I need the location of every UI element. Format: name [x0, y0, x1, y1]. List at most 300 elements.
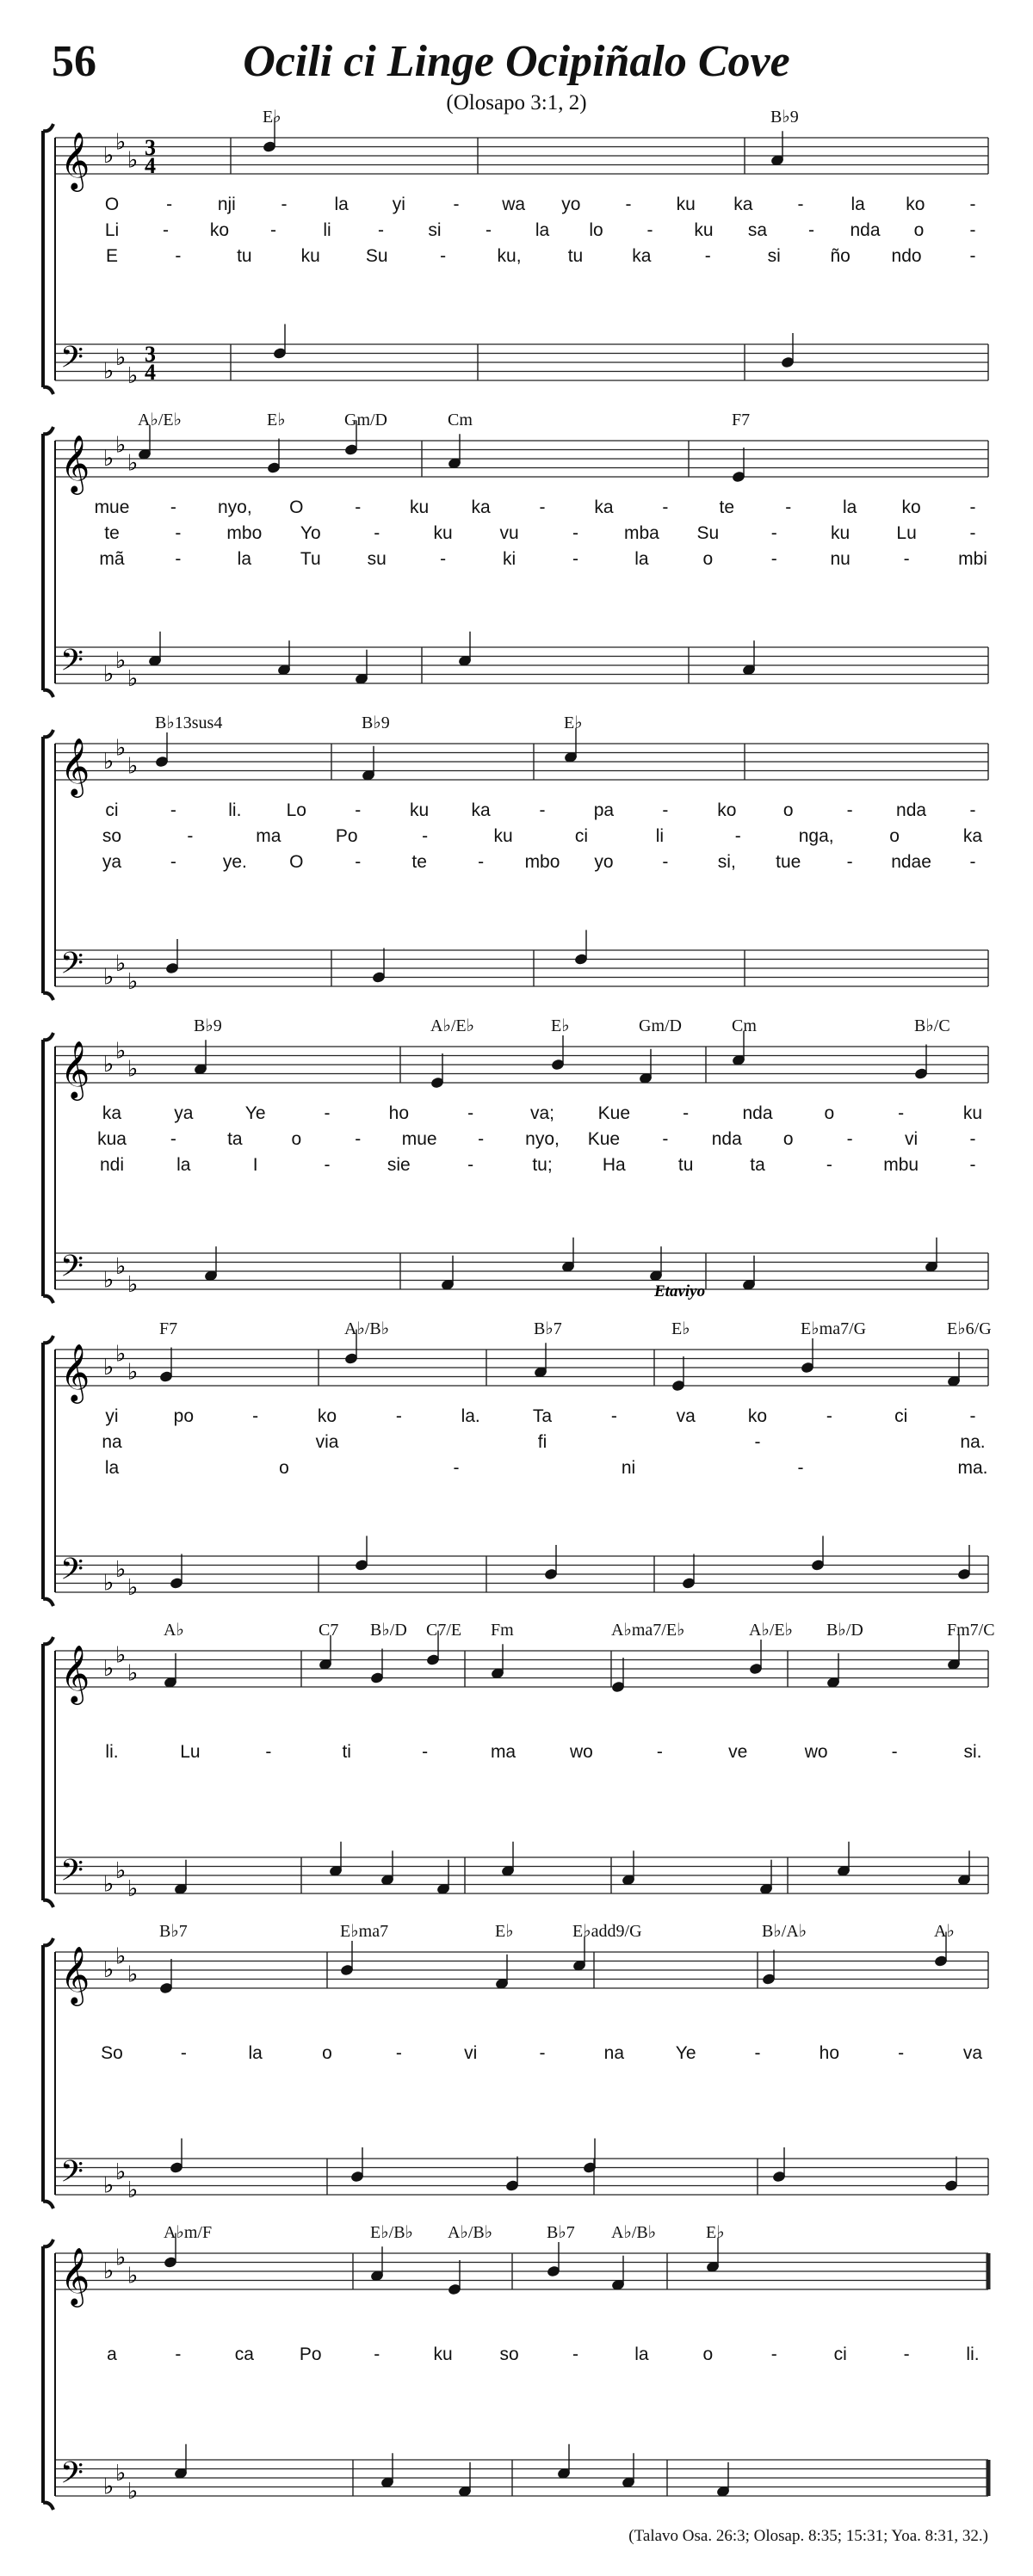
lyric-syllable: - [903, 549, 910, 569]
lyric-syllable: kua [97, 1129, 127, 1149]
lyric-syllable: - [969, 246, 976, 266]
lyric-syllable: - [846, 1129, 853, 1149]
lyric-syllable: ku [676, 195, 696, 214]
bass-clef: 𝄢 [60, 2457, 84, 2498]
lyric-syllable: ho [388, 1103, 410, 1123]
lyric-syllable: O [289, 497, 304, 517]
lyric-syllable: si [428, 220, 442, 240]
lyric-syllable: - [898, 2043, 905, 2063]
lyric-syllable: - [486, 220, 492, 240]
lyric-syllable: - [453, 195, 460, 214]
lyric-syllable: Lo [286, 800, 306, 820]
chord-symbol: E♭ [263, 108, 281, 127]
lyric-syllable: - [969, 497, 976, 517]
lyric-syllable: ya [102, 852, 122, 872]
lyric-syllable: nda [896, 800, 927, 820]
lyric-syllable: - [187, 826, 194, 846]
lyric-syllable: tu; [532, 1155, 553, 1175]
lyric-syllable: a [107, 2344, 117, 2364]
lyric-syllable: O [104, 195, 120, 214]
key-flat: ♭ [103, 1267, 114, 1293]
lyric-syllable: - [324, 1103, 331, 1123]
lyric-syllable: - [846, 852, 853, 872]
lyric-syllable: ci [105, 800, 119, 820]
tempo-mark: Etaviyo [654, 1282, 706, 1300]
lyric-syllable: so [102, 826, 122, 846]
key-flat: ♭ [127, 1961, 139, 1987]
chord-symbol: A♭ [934, 1922, 955, 1941]
lyric-syllable: ku [300, 246, 320, 266]
chord-symbol: A♭ma7/E♭ [611, 1621, 685, 1640]
lyric-syllable: tu [677, 1155, 694, 1175]
chord-symbol: B♭/D [370, 1621, 407, 1640]
system-8 [43, 2223, 988, 2510]
lyric-syllable: - [422, 826, 429, 846]
system-5 [43, 1282, 992, 1606]
chord-symbol: B♭9 [770, 108, 799, 127]
lyric-syllable: mbo [226, 523, 263, 543]
lyric-syllable: mba [623, 523, 659, 543]
lyric-syllable: ko [317, 1406, 337, 1426]
lyric-syllable: ku [410, 800, 430, 820]
lyric-syllable: - [355, 852, 362, 872]
lyric-syllable: tu [237, 246, 252, 266]
lyric-syllable: ye. [222, 852, 247, 872]
key-flat: ♭ [103, 661, 114, 687]
lyric-syllable: Lu [180, 1742, 201, 1762]
lyric-syllable: ka [594, 497, 614, 517]
chord-symbol: E♭add9/G [572, 1922, 642, 1941]
lyric-syllable: sie [387, 1155, 411, 1175]
lyric-syllable: ko [717, 800, 737, 820]
lyric-syllable: ma. [957, 1458, 988, 1478]
lyric-syllable: ku [962, 1103, 983, 1123]
key-flat: ♭ [127, 147, 139, 173]
chord-symbol: B♭9 [362, 713, 390, 732]
lyric-syllable: ka [102, 1103, 122, 1123]
lyric-syllable: - [467, 1155, 474, 1175]
lyric-syllable: - [785, 497, 792, 517]
lyric-syllable: - [826, 1406, 832, 1426]
lyric-syllable: yi [105, 1406, 119, 1426]
lyric-syllable: si. [963, 1742, 982, 1762]
key-flat: ♭ [127, 2177, 139, 2202]
lyric-syllable: Ta [532, 1406, 553, 1426]
lyric-syllable: mue [401, 1129, 437, 1149]
chord-symbol: A♭/B♭ [448, 2223, 493, 2242]
lyric-syllable: - [572, 549, 578, 569]
lyric-syllable: - [646, 220, 653, 240]
lyric-syllable: - [656, 1742, 663, 1762]
key-flat: ♭ [127, 1359, 139, 1385]
lyric-syllable: - [969, 852, 976, 872]
lyric-syllable: fi [537, 1432, 547, 1452]
lyric-syllable: ki [502, 549, 516, 569]
lyric-syllable: - [891, 1742, 898, 1762]
chord-symbol: E♭/B♭ [370, 2223, 413, 2242]
chord-symbol: B♭/C [914, 1016, 950, 1035]
lyric-syllable: - [170, 800, 176, 820]
time-signature: 4 [145, 360, 156, 385]
lyric-syllable: ma [256, 826, 281, 846]
lyric-syllable: ta [227, 1129, 243, 1149]
key-flat: ♭ [127, 362, 139, 388]
lyric-syllable: yo [594, 852, 614, 872]
lyric-syllable: - [969, 1129, 976, 1149]
chord-symbol: A♭/E♭ [430, 1016, 475, 1035]
key-flat: ♭ [115, 344, 127, 370]
lyric-syllable: nda [850, 220, 881, 240]
system-bracket [43, 1938, 53, 2208]
lyric-syllable: ma [490, 1742, 516, 1762]
lyric-syllable: ka [733, 195, 753, 214]
lyric-syllable: ho [819, 2043, 840, 2063]
lyric-syllable: nyo, [525, 1129, 560, 1149]
lyric-syllable: sa [747, 220, 768, 240]
treble-clef: 𝄞 [60, 1041, 90, 1097]
lyric-syllable: ka [962, 826, 983, 846]
lyric-syllable: ku [410, 497, 430, 517]
lyric-syllable: - [770, 2344, 777, 2364]
lyric-syllable: - [440, 549, 447, 569]
lyric-syllable: li [323, 220, 331, 240]
lyric-syllable: - [969, 523, 976, 543]
chord-symbol: B♭13sus4 [155, 713, 223, 732]
chord-symbol: F7 [159, 1319, 178, 1338]
key-flat: ♭ [103, 2172, 114, 2198]
lyric-syllable: Po [299, 2344, 322, 2364]
lyric-syllable: - [969, 1155, 976, 1175]
lyric-syllable: - [378, 220, 384, 240]
lyric-syllable: - [969, 195, 976, 214]
key-flat: ♭ [115, 647, 127, 673]
lyric-syllable: si [767, 246, 781, 266]
lyric-syllable: - [539, 497, 546, 517]
lyric-syllable: o [782, 800, 794, 820]
system-bracket [43, 730, 53, 1000]
chord-symbol: B♭9 [194, 1016, 222, 1035]
lyric-syllable: - [754, 2043, 761, 2063]
lyric-syllable: - [662, 1129, 669, 1149]
key-flat: ♭ [115, 129, 127, 155]
system-6 [43, 1621, 995, 1907]
lyric-syllable: - [175, 523, 182, 543]
lyric-syllable: Su [696, 523, 720, 543]
lyric-syllable: si, [717, 852, 736, 872]
lyric-syllable: va [962, 2043, 983, 2063]
lyric-syllable: o [782, 1129, 794, 1149]
key-flat: ♭ [127, 665, 139, 691]
lyric-syllable: - [395, 1406, 402, 1426]
lyric-syllable: te [104, 523, 120, 543]
lyric-syllable: ka [471, 800, 491, 820]
key-flat: ♭ [103, 143, 114, 168]
lyric-syllable: Ye [244, 1103, 266, 1123]
lyric-syllable: la [634, 549, 649, 569]
lyric-syllable: la [842, 497, 857, 517]
key-flat: ♭ [115, 1943, 127, 1969]
lyric-syllable: - [374, 2344, 380, 2364]
lyric-syllable: la [248, 2043, 263, 2063]
lyric-syllable: ka [471, 497, 491, 517]
lyric-syllable: ndo [891, 246, 922, 266]
lyric-syllable: ci [574, 826, 589, 846]
lyric-syllable: ndi [99, 1155, 125, 1175]
lyric-syllable: mbi [958, 549, 987, 569]
chord-symbol: Fm7/C [947, 1621, 995, 1640]
lyric-syllable: la. [461, 1406, 480, 1426]
lyric-syllable: - [797, 1458, 804, 1478]
key-flat: ♭ [127, 2478, 139, 2504]
lyric-syllable: li. [105, 1742, 119, 1762]
lyric-syllable: - [797, 195, 804, 214]
key-flat: ♭ [115, 1038, 127, 1064]
lyric-syllable: Ha [602, 1155, 626, 1175]
chord-symbol: B♭/D [826, 1621, 863, 1640]
lyric-syllable: - [395, 2043, 402, 2063]
lyric-syllable: - [770, 549, 777, 569]
chord-symbol: E♭ [564, 713, 583, 732]
chord-symbol: Cm [732, 1016, 757, 1035]
key-flat: ♭ [103, 1957, 114, 1982]
lyric-syllable: - [846, 800, 853, 820]
lyric-syllable: - [478, 852, 485, 872]
chord-symbol: Fm [491, 1621, 514, 1640]
lyric-syllable: li. [228, 800, 242, 820]
lyric-syllable: va [676, 1406, 696, 1426]
key-flat: ♭ [127, 1875, 139, 1901]
lyric-syllable: - [270, 220, 276, 240]
treble-clef: 𝄞 [60, 1344, 90, 1400]
time-signature: 3 [145, 342, 156, 367]
lyric-syllable: su [367, 549, 387, 569]
lyric-syllable: ya [174, 1103, 194, 1123]
lyric-syllable: - [969, 800, 976, 820]
lyric-syllable: Su [365, 246, 388, 266]
lyric-syllable: vi [464, 2043, 478, 2063]
lyric-syllable: o [913, 220, 925, 240]
chord-symbol: E♭ma7/G [801, 1319, 867, 1338]
lyric-syllable: o [702, 2344, 714, 2364]
lyric-syllable: - [265, 1742, 272, 1762]
lyric-syllable: So [101, 2043, 123, 2063]
key-flat: ♭ [127, 753, 139, 779]
lyric-syllable: te [411, 852, 427, 872]
key-flat: ♭ [115, 735, 127, 761]
lyric-syllable: - [355, 497, 362, 517]
lyric-syllable: ti [342, 1742, 351, 1762]
lyric-syllable: - [734, 826, 741, 846]
bass-clef: 𝄢 [60, 948, 84, 988]
lyric-syllable: Lu [896, 523, 917, 543]
key-flat: ♭ [127, 1574, 139, 1600]
key-flat: ♭ [115, 1857, 127, 1883]
lyric-syllable: la [851, 195, 865, 214]
lyric-syllable: Li [104, 220, 120, 240]
lyric-syllable: vi [904, 1129, 919, 1149]
time-signature: 3 [145, 135, 156, 160]
lyric-syllable: - [478, 1129, 485, 1149]
lyric-syllable: va; [529, 1103, 555, 1123]
lyric-syllable: mbu [883, 1155, 919, 1175]
lyric-syllable: ño [830, 246, 851, 266]
lyric-syllable: po [173, 1406, 195, 1426]
key-flat: ♭ [115, 432, 127, 458]
key-flat: ♭ [103, 2258, 114, 2283]
lyric-syllable: na. [960, 1432, 986, 1452]
chord-symbol: A♭/B♭ [611, 2223, 657, 2242]
lyric-syllable: la [104, 1458, 120, 1478]
lyric-syllable: nyo, [218, 497, 252, 517]
lyric-syllable: vu [499, 523, 519, 543]
lyric-syllable: la [334, 195, 349, 214]
lyric-syllable: o [279, 1458, 289, 1478]
lyric-syllable: I [252, 1155, 258, 1175]
key-flat: ♭ [103, 2474, 114, 2499]
chord-symbol: A♭/E♭ [138, 411, 182, 429]
key-flat: ♭ [103, 1656, 114, 1681]
key-flat: ♭ [103, 1355, 114, 1380]
treble-clef: 𝄞 [60, 1947, 90, 2003]
key-flat: ♭ [127, 968, 139, 994]
lyric-syllable: - [252, 1406, 259, 1426]
lyric-syllable: mue [94, 497, 130, 517]
chord-symbol: E♭ma7 [340, 1922, 389, 1941]
lyric-syllable: li. [966, 2344, 980, 2364]
treble-clef: 𝄞 [60, 436, 90, 491]
lyric-syllable: - [625, 195, 632, 214]
lyric-syllable: tue [776, 852, 801, 872]
lyric-syllable: - [175, 549, 182, 569]
lyric-syllable: wo [570, 1742, 593, 1762]
lyric-syllable: na [102, 1432, 122, 1452]
chord-symbol: Gm/D [639, 1016, 682, 1035]
lyric-syllable: nda [742, 1103, 773, 1123]
lyric-syllable: - [898, 1103, 905, 1123]
bass-clef: 𝄢 [60, 1554, 84, 1594]
key-flat: ♭ [115, 2159, 127, 2184]
lyric-syllable: ku [493, 826, 513, 846]
lyric-syllable: Kue [597, 1103, 631, 1123]
lyric-syllable: lo [589, 220, 603, 240]
bass-clef: 𝄢 [60, 342, 84, 382]
chord-symbol: Gm/D [344, 411, 387, 429]
key-flat: ♭ [127, 1271, 139, 1297]
chord-symbol: B♭7 [159, 1922, 188, 1941]
lyric-syllable: O [289, 852, 304, 872]
lyric-syllable: nda [711, 1129, 742, 1149]
key-flat: ♭ [103, 964, 114, 990]
lyric-syllable: - [170, 852, 176, 872]
lyric-syllable: - [467, 1103, 474, 1123]
system-bracket [43, 1637, 53, 1907]
lyric-syllable: ni [621, 1458, 636, 1478]
lyric-syllable: - [180, 2043, 187, 2063]
lyric-syllable: - [826, 1155, 832, 1175]
lyric-syllable: li [655, 826, 665, 846]
system-bracket [43, 2239, 53, 2510]
lyric-syllable: o [824, 1103, 835, 1123]
lyric-syllable: - [374, 523, 380, 543]
lyric-syllable: - [683, 1103, 690, 1123]
key-flat: ♭ [103, 1570, 114, 1596]
lyric-syllable: - [539, 2043, 546, 2063]
key-flat: ♭ [127, 1660, 139, 1686]
lyric-syllable: so [499, 2344, 519, 2364]
bass-clef: 𝄢 [60, 645, 84, 685]
lyric-syllable: - [355, 1129, 362, 1149]
lyric-syllable: Po [335, 826, 358, 846]
bass-clef: 𝄢 [60, 2156, 84, 2196]
lyric-syllable: - [572, 2344, 578, 2364]
lyric-syllable: ndae [891, 852, 931, 872]
key-flat: ♭ [115, 1253, 127, 1279]
lyric-syllable: - [662, 800, 669, 820]
lyric-syllable: ca [234, 2344, 254, 2364]
key-flat: ♭ [103, 749, 114, 774]
treble-clef: 𝄞 [60, 1646, 90, 1702]
lyric-syllable: - [175, 2344, 182, 2364]
lyric-syllable: E [105, 246, 119, 266]
lyric-syllable: - [166, 195, 173, 214]
lyric-syllable: la [634, 2344, 649, 2364]
hymn-title: Ocili ci Linge Ocipiñalo Cove [243, 37, 790, 86]
chord-symbol: C7/E [426, 1621, 462, 1640]
key-flat: ♭ [103, 1052, 114, 1077]
key-flat: ♭ [103, 1871, 114, 1897]
key-flat: ♭ [115, 1556, 127, 1582]
lyric-syllable: o [889, 826, 900, 846]
lyric-syllable: na [603, 2043, 625, 2063]
lyric-syllable: ko [209, 220, 230, 240]
chord-symbol: A♭ [164, 1621, 184, 1640]
lyric-syllable: - [704, 246, 711, 266]
lyric-syllable: tu [567, 246, 584, 266]
lyric-syllable: yi [392, 195, 405, 214]
system-1 [43, 108, 988, 394]
treble-clef: 𝄞 [60, 133, 90, 188]
lyric-syllable: ku, [497, 246, 522, 266]
system-4 [43, 1016, 988, 1303]
lyric-syllable: - [422, 1742, 429, 1762]
lyric-syllable: - [539, 800, 546, 820]
lyric-syllable: ku [694, 220, 714, 240]
chord-symbol: B♭7 [547, 2223, 575, 2242]
lyric-syllable: pa [593, 800, 615, 820]
lyric-syllable: - [808, 220, 814, 240]
chord-symbol: E♭ [551, 1016, 570, 1035]
lyric-syllable: - [170, 497, 176, 517]
lyric-syllable: nga, [798, 826, 834, 846]
lyric-syllable: nu [830, 549, 851, 569]
lyric-syllable: - [969, 1406, 976, 1426]
key-flat: ♭ [103, 446, 114, 471]
lyric-syllable: - [662, 497, 669, 517]
chord-symbol: F7 [732, 411, 751, 429]
lyric-syllable: la [237, 549, 252, 569]
chord-symbol: E♭ [671, 1319, 690, 1338]
hymn-number: 56 [52, 37, 96, 86]
lyric-syllable: ku [433, 2344, 453, 2364]
lyric-syllable: ku [433, 523, 453, 543]
lyric-syllable: - [770, 523, 777, 543]
lyric-syllable: ko [906, 195, 925, 214]
lyric-syllable: - [324, 1155, 331, 1175]
bass-clef: 𝄢 [60, 1855, 84, 1895]
lyric-syllable: ka [632, 246, 652, 266]
lyric-syllable: ku [831, 523, 851, 543]
lyric-syllable: wa [502, 195, 526, 214]
